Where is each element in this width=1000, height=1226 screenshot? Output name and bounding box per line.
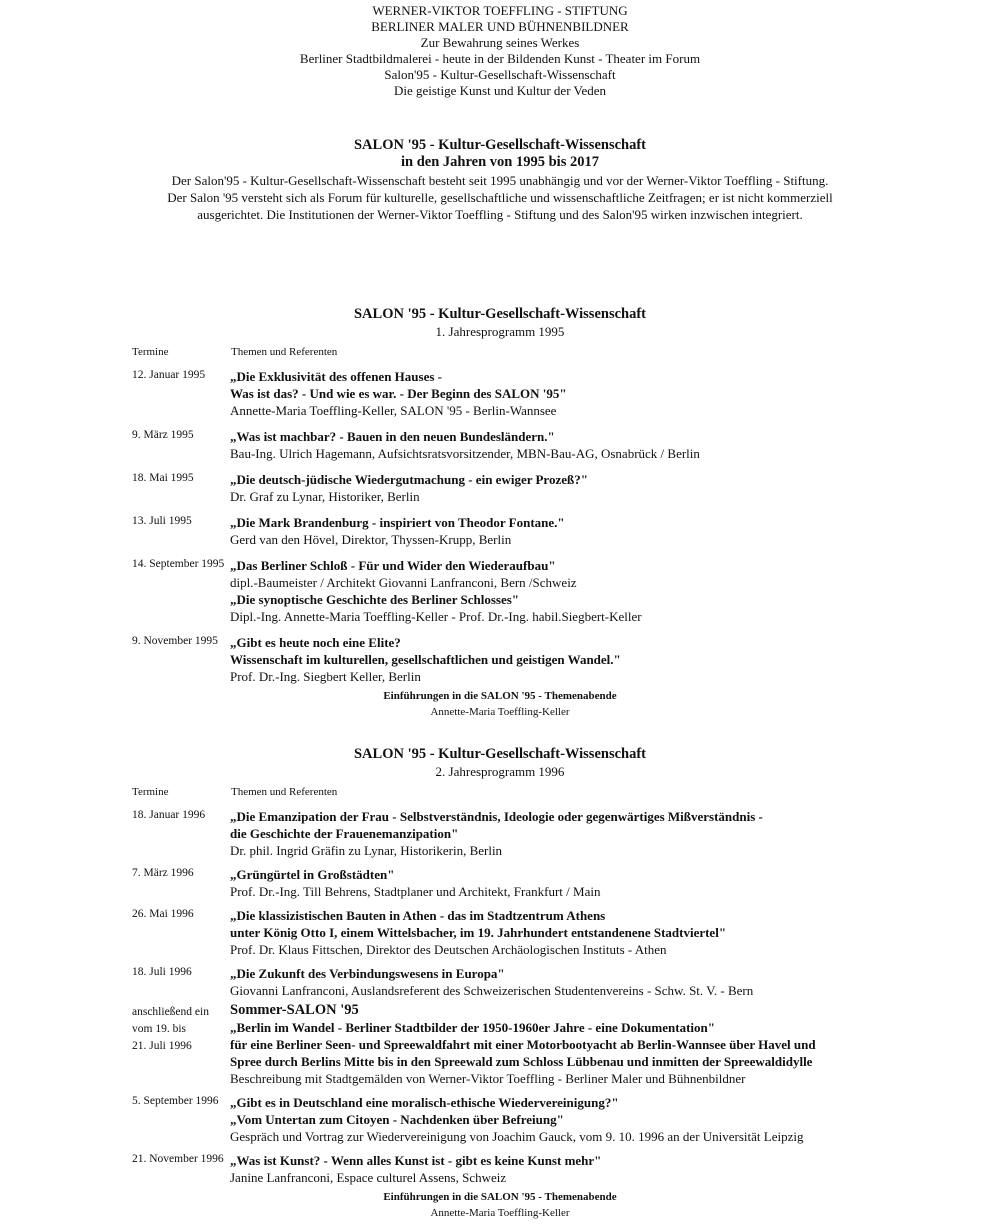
event-body <box>230 808 1000 859</box>
intro-text-line: Der Salon'95 - Kultur-Gesellschaft-Wissenschaft besteht seit 1995 unabhängig und vor der Werner-Viktor Toeffling - Stiftung. <box>171 173 829 188</box>
event-date: 18. Januar 1996 <box>132 809 206 821</box>
event-body <box>230 1002 1000 1087</box>
program-event <box>0 557 1000 625</box>
program-subtitle: 2. Jahresprogramm 1996 <box>435 764 565 779</box>
event-body <box>230 428 1000 462</box>
event-topic: Spree durch Berlins Mitte bis in den Spreewald zum Schloss Lübbenau und inmitten der Spreewaldidylle <box>230 1054 813 1069</box>
event-speaker: Dr. Graf zu Lynar, Historiker, Berlin <box>230 489 420 504</box>
event-topic: „Vom Untertan zum Citoyen - Nachdenken über Befreiung" <box>230 1112 564 1127</box>
program-title: SALON '95 - Kultur-Gesellschaft-Wissenschaft <box>353 746 646 762</box>
event-body <box>230 368 1000 419</box>
event-body <box>230 471 1000 505</box>
header-line: Berliner Stadtbildmalerei - heute in der Bildenden Kunst - Theater im Forum <box>299 51 701 66</box>
event-topic: „Gibt es in Deutschland eine moralisch-ethische Wiedervereinigung?" <box>230 1095 619 1110</box>
header-line: Salon'95 - Kultur-Gesellschaft-Wissenschaft <box>384 67 616 82</box>
column-header-topics: Themen und Referenten <box>231 346 338 358</box>
program-footer <box>0 1189 1000 1221</box>
intro-section <box>0 137 1000 223</box>
event-date: 12. Januar 1995 <box>132 369 206 381</box>
event-topic: „Grüngürtel in Großstädten" <box>230 867 395 882</box>
event-body <box>230 866 1000 900</box>
event-date <box>132 1004 209 1055</box>
program-event <box>0 1094 1000 1145</box>
document-page <box>0 0 1000 223</box>
program-event <box>0 634 1000 685</box>
event-date-line: anschließend ein <box>132 1006 209 1018</box>
event-speaker: Prof. Dr.-Ing. Siegbert Keller, Berlin <box>230 669 421 684</box>
event-topic: „Die synoptische Geschichte des Berliner Schlosses" <box>230 592 519 607</box>
event-speaker: Dr. phil. Ingrid Gräfin zu Lynar, Historikerin, Berlin <box>230 843 503 858</box>
event-body <box>230 634 1000 685</box>
event-body <box>230 965 1000 999</box>
foundation-header <box>0 3 1000 99</box>
event-body <box>230 557 1000 625</box>
event-topic: „Die Zukunft des Verbindungswesens in Europa" <box>230 966 505 981</box>
event-date: 26. Mai 1996 <box>132 908 194 920</box>
event-speaker: Prof. Dr.-Ing. Till Behrens, Stadtplaner und Architekt, Frankfurt / Main <box>230 884 601 899</box>
event-date: 18. Mai 1995 <box>132 472 194 484</box>
event-topic: Sommer-SALON '95 <box>230 1002 359 1018</box>
intro-text-line: ausgerichtet. Die Institutionen der Werner-Viktor Toeffling - Stiftung und des Salon'95 wirken inzwischen integriert. <box>197 207 803 222</box>
event-body <box>230 1094 1000 1145</box>
event-speaker: Gespräch und Vortrag zur Wiedervereinigung von Joachim Gauck, vom 9. 10. 1996 an der Universität Leipzig <box>230 1129 804 1144</box>
intro-text <box>0 172 1000 223</box>
intro-title-line: SALON '95 - Kultur-Gesellschaft-Wissenschaft <box>353 137 646 153</box>
event-date: 21. November 1996 <box>132 1153 224 1165</box>
column-headers <box>0 346 1000 362</box>
event-speaker: Bau-Ing. Ulrich Hagemann, Aufsichtsratsvorsitzender, MBN-Bau-AG, Osnabrück / Berlin <box>230 446 700 461</box>
header-line: BERLINER MALER UND BÜHNENBILDNER <box>371 19 629 34</box>
event-topic: „Die Exklusivität des offenen Hauses - <box>230 369 442 384</box>
program-event <box>0 965 1000 999</box>
column-headers <box>0 786 1000 802</box>
event-speaker: Janine Lanfranconi, Espace culturel Assens, Schweiz <box>230 1170 507 1185</box>
footer-name: Annette-Maria Toeffling-Keller <box>430 706 570 718</box>
event-topic: „Was ist Kunst? - Wenn alles Kunst ist - gibt es keine Kunst mehr" <box>230 1153 602 1168</box>
program-1995 <box>0 306 1000 720</box>
program-heading <box>0 746 1000 780</box>
program-event <box>0 368 1000 419</box>
footer-title: Einführungen in die SALON '95 - Themenabende <box>383 1191 617 1203</box>
event-topic: für eine Berliner Seen- und Spreewaldfahrt mit einer Motorbootyacht ab Berlin-Wannsee über Havel und <box>230 1037 816 1052</box>
footer-name: Annette-Maria Toeffling-Keller <box>430 1207 570 1219</box>
column-header-topics: Themen und Referenten <box>231 786 338 798</box>
footer-title: Einführungen in die SALON '95 - Themenabende <box>383 690 617 702</box>
program-event <box>0 514 1000 548</box>
event-topic: „Das Berliner Schloß - Für und Wider den Wiederaufbau" <box>230 558 556 573</box>
program-title: SALON '95 - Kultur-Gesellschaft-Wissenschaft <box>353 306 646 322</box>
event-topic: die Geschichte der Frauenemanzipation" <box>230 826 459 841</box>
event-topic: „Was ist machbar? - Bauen in den neuen Bundesländern." <box>230 429 555 444</box>
event-speaker: Gerd van den Hövel, Direktor, Thyssen-Krupp, Berlin <box>230 532 512 547</box>
column-header-dates: Termine <box>132 786 169 798</box>
program-heading <box>0 306 1000 340</box>
event-date: 18. Juli 1996 <box>132 966 192 978</box>
event-body <box>230 907 1000 958</box>
event-date: 7. März 1996 <box>132 867 194 879</box>
event-speaker: Beschreibung mit Stadtgemälden von Werner-Viktor Toeffling - Berliner Maler und Bühnenbildner <box>230 1071 746 1086</box>
header-line: Die geistige Kunst und Kultur der Veden <box>393 83 607 98</box>
event-speaker: Dipl.-Ing. Annette-Maria Toeffling-Keller - Prof. Dr.-Ing. habil.Siegbert-Keller <box>230 609 642 624</box>
event-topic: „Die klassizistischen Bauten in Athen - das im Stadtzentrum Athens <box>230 908 606 923</box>
intro-text-line: Der Salon '95 versteht sich als Forum für kulturelle, gesellschaftliche und wissenschaftliche Zeitfragen; er ist nicht kommerziell <box>167 190 833 205</box>
event-topic: „Die Emanzipation der Frau - Selbstverständnis, Ideologie oder gegenwärtiges Mißverständnis - <box>230 809 763 824</box>
program-event <box>0 808 1000 859</box>
event-topic: „Die deutsch-jüdische Wiedergutmachung - ein ewiger Prozeß?" <box>230 472 588 487</box>
event-topic: Was ist das? - Und wie es war. - Der Beginn des SALON '95" <box>230 386 567 401</box>
event-speaker: Prof. Dr. Klaus Fittschen, Direktor des Deutschen Archäologischen Instituts - Athen <box>230 942 667 957</box>
intro-title <box>0 137 1000 171</box>
program-subtitle: 1. Jahresprogramm 1995 <box>435 324 565 339</box>
program-event <box>0 1152 1000 1186</box>
event-date: 13. Juli 1995 <box>132 515 192 527</box>
event-date-line: vom 19. bis <box>132 1023 186 1035</box>
event-topic: Wissenschaft im kulturellen, gesellschaftlichen und geistigen Wandel." <box>230 652 621 667</box>
event-body <box>230 514 1000 548</box>
event-topic: „Berlin im Wandel - Berliner Stadtbilder der 1950-1960er Jahre - eine Dokumentation" <box>230 1020 715 1035</box>
event-speaker: Annette-Maria Toeffling-Keller, SALON '95 - Berlin-Wannsee <box>230 403 557 418</box>
event-date: 9. November 1995 <box>132 635 218 647</box>
program-event <box>0 428 1000 462</box>
program-1996 <box>0 746 1000 1221</box>
event-date-line: 21. Juli 1996 <box>132 1040 192 1052</box>
event-topic: unter König Otto I, einem Wittelsbacher, im 19. Jahrhundert entstandenene Stadtviertel" <box>230 925 727 940</box>
program-footer <box>0 688 1000 720</box>
event-topic: „Die Mark Brandenburg - inspiriert von Theodor Fontane." <box>230 515 565 530</box>
program-event <box>0 471 1000 505</box>
event-date: 14. September 1995 <box>132 558 225 570</box>
header-line: WERNER-VIKTOR TOEFFLING - STIFTUNG <box>372 3 628 18</box>
event-date: 5. September 1996 <box>132 1095 219 1107</box>
intro-title-line: in den Jahren von 1995 bis 2017 <box>401 154 599 170</box>
program-event <box>0 1002 1000 1087</box>
event-topic: „Gibt es heute noch eine Elite? <box>230 635 401 650</box>
header-line: Zur Bewahrung seines Werkes <box>420 35 580 50</box>
event-speaker: dipl.-Baumeister / Architekt Giovanni Lanfranconi, Bern /Schweiz <box>230 575 577 590</box>
column-header-dates: Termine <box>132 346 169 358</box>
program-event <box>0 866 1000 900</box>
event-body <box>230 1152 1000 1186</box>
program-event <box>0 907 1000 958</box>
event-speaker: Giovanni Lanfranconi, Auslandsreferent des Schweizerischen Studentenvereins - Schw. St. V. - Bern <box>230 983 754 998</box>
event-date: 9. März 1995 <box>132 429 194 441</box>
